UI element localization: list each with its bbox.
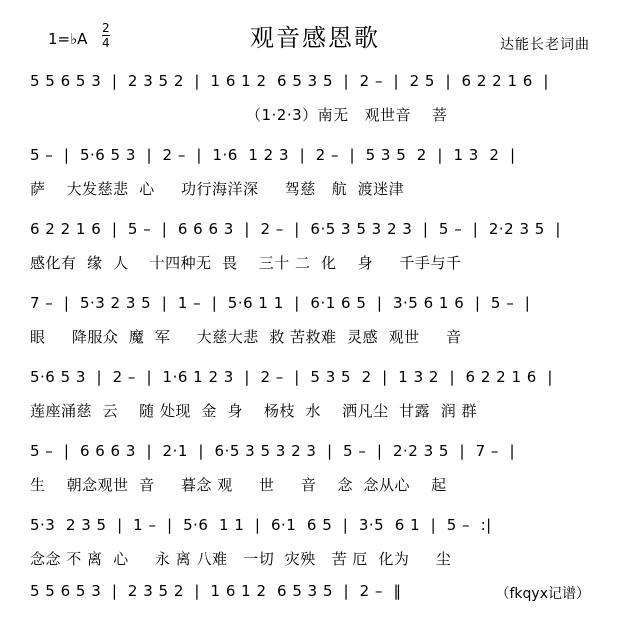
- notes-row: 5·6 5 3 | 2 – | 1·6 1 2 3 | 2 – | 5 3 5 2 | 1 3 2 | 6 2 2 1 6 |: [30, 368, 553, 386]
- lyrics-row: 生 朝念观世 音 暮念 观 世 音 念 念从心 起: [30, 476, 447, 494]
- lyrics-row: 眼 降服众 魔 军 大慈大悲 救 苦救难 灵感 观世 音: [30, 328, 462, 346]
- lyrics-row: 莲座涌慈 云 随 处现 金 身 杨枝 水 洒凡尘 甘露 润 群: [30, 402, 477, 420]
- meter-bottom: 4: [102, 36, 110, 50]
- notes-row: 5 – | 6 6 6 3 | 2·1 | 6·5 3 5 3 2 3 | 5 – | 2·2 3 5 | 7 – |: [30, 442, 516, 460]
- lyrics-row: 感化有 缘 人 十四种无 畏 三十 二 化 身 千手与千: [30, 254, 462, 272]
- notes-row: 5·3 2 3 5 | 1 – | 5·6 1 1 | 6·1 6 5 | 3·5 6 1 | 5 – :|: [30, 516, 492, 534]
- song-title: 观音感恩歌: [250, 24, 380, 52]
- notes-row: 5 5 6 5 3 | 2 3 5 2 | 1 6 1 2 6 5 3 5 | 2 – | 2 5 | 6 2 2 1 6 |: [30, 72, 549, 90]
- lyrics-row: 念念 不 离 心 永 离 八难 一切 灾殃 苦 厄 化为 尘: [30, 550, 452, 568]
- notes-row: 5 5 6 5 3 | 2 3 5 2 | 1 6 1 2 6 5 3 5 | 2 – ‖: [30, 582, 402, 600]
- author-credit: 达能长老词曲: [500, 37, 590, 53]
- time-signature: [102, 22, 110, 49]
- meter-top: 2: [102, 21, 110, 35]
- lyrics-row: [30, 614, 612, 638]
- lyrics-row: （1·2·3）南无 观世音 菩: [30, 106, 448, 124]
- notes-row: 5 – | 5·6 5 3 | 2 – | 1·6 1 2 3 | 2 – | 5 3 5 2 | 1 3 2 |: [30, 146, 516, 164]
- transcriber-credit: （fkqyx记谱）: [495, 586, 590, 602]
- notes-row: 6 2 2 1 6 | 5 – | 6 6 6 3 | 2 – | 6·5 3 5 3 2 3 | 5 – | 2·2 3 5 |: [30, 220, 561, 238]
- lyrics-row: 萨 大发慈悲 心 功行海洋深 驾慈 航 渡迷津: [30, 180, 405, 198]
- notes-row: 7 – | 5·3 2 3 5 | 1 – | 5·6 1 1 | 6·1 6 5 | 3·5 6 1 6 | 5 – |: [30, 294, 531, 312]
- key-signature: 1=♭A: [48, 30, 88, 48]
